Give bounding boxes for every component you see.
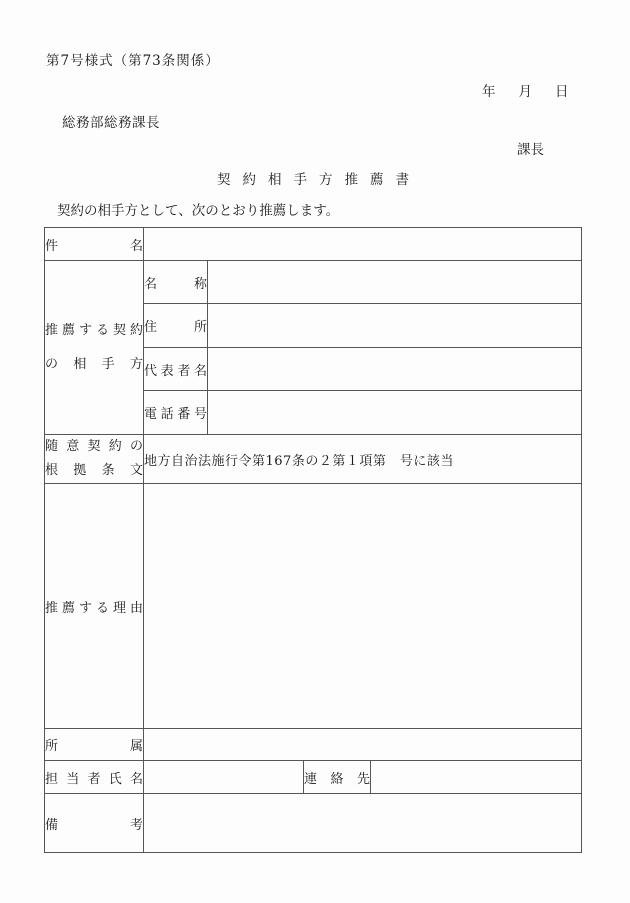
contact-person-label-cell — [45, 761, 144, 794]
contact-person-value-cell — [144, 761, 304, 794]
contact-label-cell — [304, 761, 371, 794]
date-month-label: 月 — [518, 84, 532, 100]
department-value-cell — [144, 729, 582, 761]
partner-label-line2: の相手方 — [45, 356, 143, 372]
basis-value-cell — [144, 435, 582, 484]
approver-title: 課長 — [517, 142, 544, 158]
partner-label-cell — [45, 261, 144, 435]
department-label: 所属 — [45, 739, 143, 754]
basis-row — [45, 435, 582, 484]
reason-label-cell — [45, 484, 144, 729]
addressee: 総務部総務課長 — [62, 115, 160, 131]
date-line — [482, 80, 569, 100]
reason-value-cell — [144, 484, 582, 729]
partner-address-label-cell — [144, 304, 208, 348]
subject-value-cell — [144, 228, 582, 261]
partner-address-value-cell — [208, 304, 582, 348]
remarks-value-cell — [144, 794, 582, 853]
department-row — [45, 729, 582, 761]
form-number: 第7号様式（第73条関係） — [46, 53, 220, 69]
partner-name-row — [45, 261, 582, 304]
partner-representative-label: 代表者名 — [144, 363, 207, 379]
partner-address-label: 住所 — [144, 320, 207, 335]
contact-person-label: 担当者氏名 — [45, 771, 143, 787]
contact-value-cell — [371, 761, 582, 794]
partner-representative-label-cell — [144, 348, 208, 391]
date-day-label: 日 — [555, 84, 569, 100]
partner-representative-value-cell — [208, 348, 582, 391]
date-year-label: 年 — [482, 84, 496, 100]
partner-name-label: 名称 — [144, 276, 207, 292]
subject-row — [45, 228, 582, 261]
subject-label: 件名 — [45, 238, 143, 254]
department-label-cell — [45, 729, 144, 761]
contact-label: 連絡先 — [304, 771, 370, 787]
reason-label: 推薦する理由 — [45, 600, 143, 616]
basis-label-line2: 根拠条文 — [45, 463, 143, 478]
remarks-label-cell — [45, 794, 144, 853]
basis-value: 地方自治法施行令第167条の２第１項第 号に該当 — [144, 453, 454, 469]
partner-phone-label: 電話番号 — [144, 407, 207, 422]
document-title: 契約相手方推薦書 — [217, 172, 421, 188]
subject-label-cell — [45, 228, 144, 261]
remarks-label: 備考 — [45, 817, 143, 833]
basis-label-line1: 随意契約の — [45, 439, 143, 454]
partner-name-value-cell — [208, 261, 582, 304]
contact-person-row — [45, 761, 582, 794]
partner-phone-label-cell — [144, 391, 208, 435]
partner-phone-value-cell — [208, 391, 582, 435]
partner-label-line1: 推薦する契約 — [45, 322, 143, 338]
basis-label-cell — [45, 435, 144, 484]
remarks-row — [45, 794, 582, 853]
reason-row — [45, 484, 582, 729]
recommendation-form-table — [44, 227, 582, 853]
partner-name-label-cell — [144, 261, 208, 304]
intro-sentence: 契約の相手方として、次のとおり推薦します。 — [57, 203, 340, 219]
